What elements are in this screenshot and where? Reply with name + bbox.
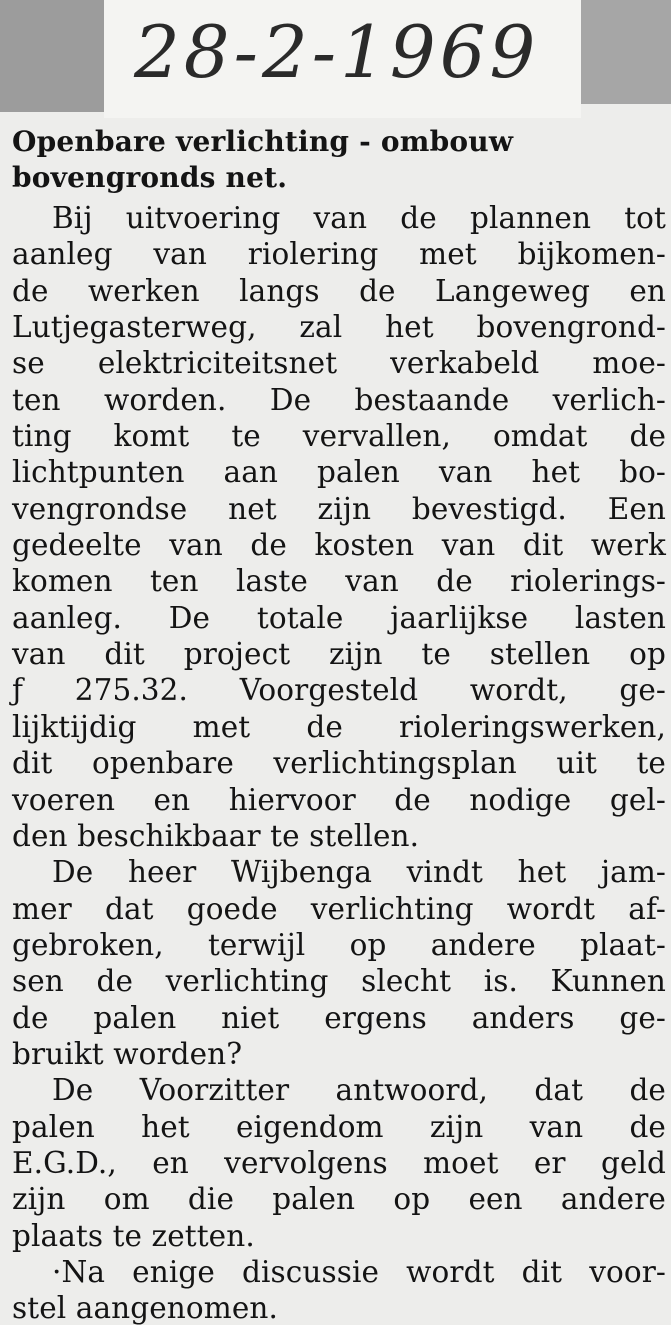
body-line: vengrondse net zijn bevestigd. Een	[12, 491, 666, 526]
body-line: mer dat goede verlichting wordt af-	[12, 891, 666, 926]
body-line: plaats te zetten.	[12, 1218, 255, 1253]
handwritten-date: 28-2-1969	[134, 10, 540, 94]
body-line: sen de verlichting slecht is. Kunnen	[12, 964, 666, 999]
body-line: Lutjegasterweg, zal het bovengrond-	[12, 310, 666, 345]
body-line: lichtpunten aan palen van het bo-	[12, 455, 666, 490]
scan-background-left	[0, 0, 104, 112]
body-line: De Voorzitter antwoord, dat de	[52, 1073, 666, 1108]
body-line: stel aangenomen.	[12, 1291, 278, 1325]
body-line: bruikt worden?	[12, 1036, 243, 1071]
body-line: gebroken, terwijl op andere plaat-	[12, 927, 666, 962]
body-line: Bij uitvoering van de plannen tot	[52, 201, 666, 235]
body-line: dit openbare verlichtingsplan uit te	[12, 746, 666, 781]
article-headline	[12, 124, 666, 196]
body-line: de werken langs de Langeweg en	[12, 273, 666, 308]
body-line: palen het eigendom zijn van de	[12, 1109, 666, 1144]
body-line: gedeelte van de kosten van dit werk	[12, 528, 666, 563]
body-line: lijktijdig met de rioleringswerken,	[12, 709, 666, 744]
headline-line: bovengronds net.	[12, 161, 288, 194]
body-line: ten worden. De bestaande verlich-	[12, 382, 666, 417]
body-line: den beschikbaar te stellen.	[12, 818, 420, 853]
body-line: se elektriciteitsnet verkabeld moe-	[12, 346, 666, 381]
body-line: De heer Wijbenga vindt het jam-	[52, 855, 666, 890]
body-line: van dit project zijn te stellen op	[12, 637, 666, 672]
body-line: aanleg van riolering met bijkomen-	[12, 237, 666, 272]
body-line: ·Na enige discussie wordt dit voor-	[52, 1254, 666, 1289]
body-line: ƒ 275.32. Voorgesteld wordt, ge-	[12, 673, 666, 708]
headline-line: Openbare verlichting - ombouw	[12, 125, 514, 158]
body-line: de palen niet ergens anders ge-	[12, 1000, 666, 1035]
article	[12, 124, 666, 1325]
body-line: E.G.D., en vervolgens moet er geld	[12, 1145, 666, 1180]
body-line: zijn om die palen op een andere	[12, 1182, 666, 1217]
body-line: komen ten laste van de riolerings-	[12, 564, 666, 599]
body-line: aanleg. De totale jaarlijkse lasten	[12, 600, 666, 635]
body-line: ting komt te vervallen, omdat de	[12, 419, 666, 454]
body-line: voeren en hiervoor de nodige gel-	[12, 782, 666, 817]
article-body	[12, 200, 666, 1325]
scan-background-right	[581, 0, 671, 104]
